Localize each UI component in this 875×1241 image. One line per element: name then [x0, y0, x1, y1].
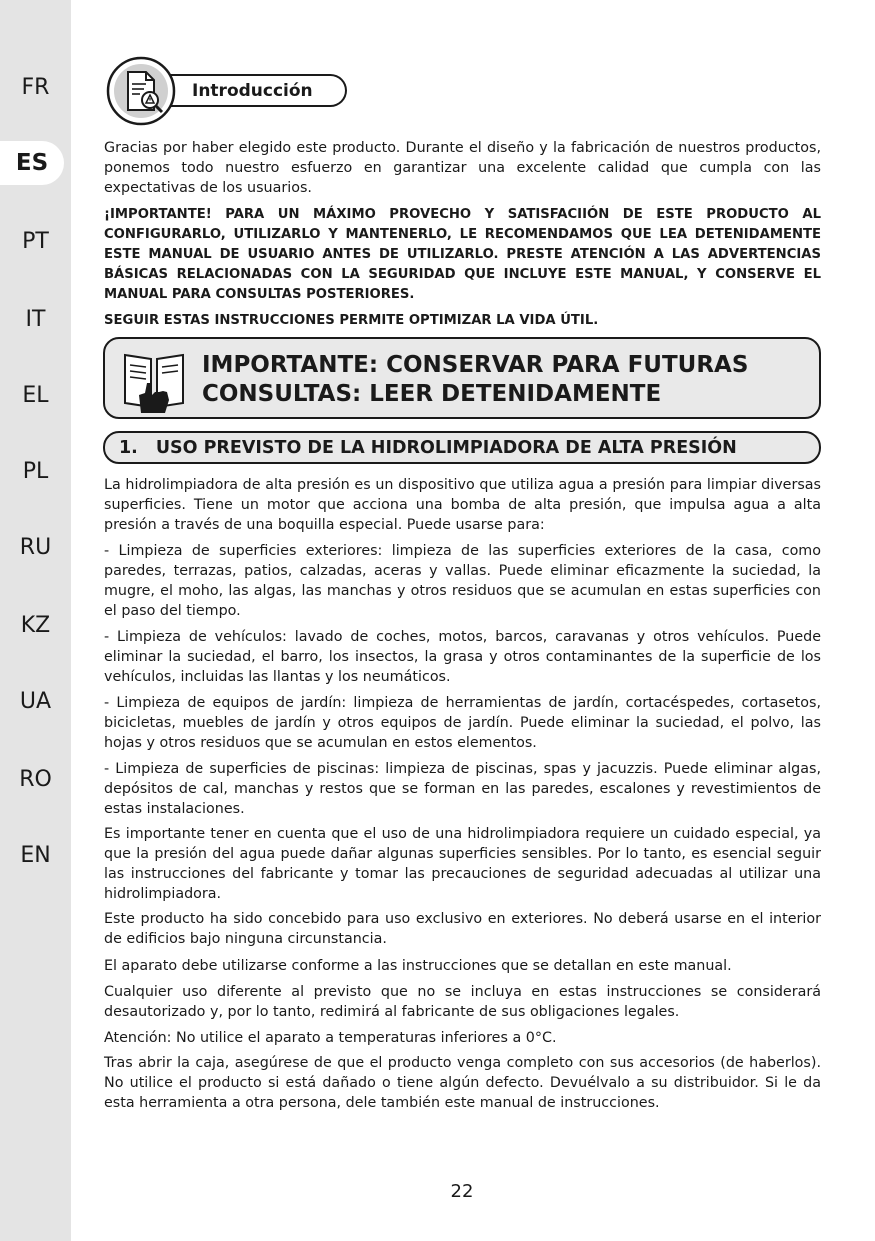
- intro-title: Introducción: [164, 74, 347, 107]
- section-1-paragraph: Cualquier uso diferente al previsto que no se incluya en estas instrucciones se considerará desautorizado y, por lo tanto, redimirá al fabricante de sus obligaciones legales.: [104, 984, 821, 1020]
- important-keep-line2: CONSULTAS: LEER DETENIDAMENTE: [202, 381, 662, 407]
- section-1-paragraph: Es importante tener en cuenta que el uso de una hidrolimpiadora requiere un cuidado especial, ya que la presión del agua puede dañar algunas superficies sensibles. Por lo tanto, es esencial seguir las instrucciones del fabricante y tomar las precauciones de seguridad adecuadas al utilizar una hidrolimpiadora.: [104, 826, 821, 902]
- section-1-paragraph: Tras abrir la caja, asegúrese de que el producto venga completo con sus accesorios (de haberlos). No utilice el producto si está dañado o tiene algún defecto. Devuélvalo a su distribuidor. Si le da esta herramienta a otra persona, dele también este manual de instrucciones.: [104, 1055, 821, 1111]
- language-sidebar: [0, 0, 71, 1241]
- follow-instructions-notice: SEGUIR ESTAS INSTRUCCIONES PERMITE OPTIMIZAR LA VIDA ÚTIL.: [104, 313, 599, 328]
- lang-tab-fr[interactable]: FR: [21, 74, 50, 100]
- lang-tab-en[interactable]: EN: [20, 842, 51, 868]
- section-1-number: 1.: [119, 437, 138, 458]
- section-1-paragraph: - Limpieza de superficies exteriores: limpieza de las superficies exteriores de la casa, como paredes, terrazas, patios, calzadas, aceras y vallas. Puede eliminar eficazmente la suciedad, la mugre, el moho, las algas, las manchas y otros residuos que se acumulan en estas superficies con el paso del tiempo.: [104, 543, 821, 619]
- document-warning-icon: [106, 56, 176, 126]
- lang-tab-kz[interactable]: KZ: [20, 612, 51, 638]
- lang-tab-pl[interactable]: PL: [22, 458, 49, 484]
- important-keep-line1: IMPORTANTE: CONSERVAR PARA FUTURAS: [202, 352, 749, 378]
- lang-tab-it[interactable]: IT: [25, 306, 46, 332]
- section-1-paragraph: Este producto ha sido concebido para uso exclusivo en exteriores. No deberá usarse en el interior de edificios bajo ninguna circunstancia.: [104, 911, 821, 947]
- important-keep-text: [202, 351, 748, 409]
- section-1-paragraph: La hidrolimpiadora de alta presión es un dispositivo que utiliza agua a presión para limpiar diversas superficies. Tiene un motor que acciona una bomba de alta presión, que impulsa agua a alta presión a través de una boquilla especial. Puede usarse para:: [104, 477, 821, 533]
- lang-tab-pt[interactable]: PT: [22, 228, 49, 254]
- important-notice: ¡IMPORTANTE! PARA UN MÁXIMO PROVECHO Y SATISFACIIÓN DE ESTE PRODUCTO AL CONFIGURARLO, UTILIZARLO Y MANTENERLO, LE RECOMENDAMOS QUE LEA DETENIDAMENTE ESTE MANUAL DE USUARIO ANTES DE UTILIZARLO. PRESTE ATENCIÓN A LAS ADVERTENCIAS BÁSICAS RELACIONADAS CON LA SEGURIDAD QUE INCLUYE ESTE MANUAL, Y CONSERVE EL MANUAL PARA CONSULTAS POSTERIORES.: [104, 207, 821, 302]
- section-1-paragraph: - Limpieza de superficies de piscinas: limpieza de piscinas, spas y jacuzzis. Puede eliminar algas, depósitos de cal, manchas y restos que se forman en las paredes, escalones y revestimientos de estas instalaciones.: [104, 761, 821, 817]
- section-1-header: [103, 431, 821, 464]
- manual-reading-icon: [119, 345, 189, 415]
- lang-tab-es[interactable]: ES: [0, 141, 64, 185]
- lang-tab-el[interactable]: EL: [22, 382, 49, 408]
- section-1-paragraph: Atención: No utilice el aparato a temperaturas inferiores a 0°C.: [104, 1030, 557, 1046]
- section-1-title: USO PREVISTO DE LA HIDROLIMPIADORA DE ALTA PRESIÓN: [155, 437, 737, 458]
- lang-tab-ro[interactable]: RO: [19, 766, 52, 792]
- section-1-paragraph: - Limpieza de equipos de jardín: limpieza de herramientas de jardín, cortacéspedes, cortasetos, bicicletas, muebles de jardín y otros equipos de jardín. Puede eliminar la suciedad, el polvo, las hojas y otros residuos que se acumulan en estos elementos.: [104, 695, 821, 751]
- page-number: 22: [450, 1181, 474, 1202]
- section-1-paragraph: - Limpieza de vehículos: lavado de coches, motos, barcos, caravanas y otros vehículos. Puede eliminar la suciedad, el barro, los insectos, la grasa y otros contaminantes de la superficie de los vehículos, incluidas las llantas y los neumáticos.: [104, 629, 821, 685]
- lang-tab-ua[interactable]: UA: [19, 688, 52, 714]
- intro-paragraph: Gracias por haber elegido este producto. Durante el diseño y la fabricación de nuestros productos, ponemos todo nuestro esfuerzo en garantizar una excelente calidad que cumpla con las expectativas de los usuarios.: [104, 140, 821, 196]
- important-keep-box: [103, 337, 821, 419]
- lang-tab-ru[interactable]: RU: [19, 534, 52, 560]
- section-1-paragraph: El aparato debe utilizarse conforme a las instrucciones que se detallan en este manual.: [104, 958, 732, 974]
